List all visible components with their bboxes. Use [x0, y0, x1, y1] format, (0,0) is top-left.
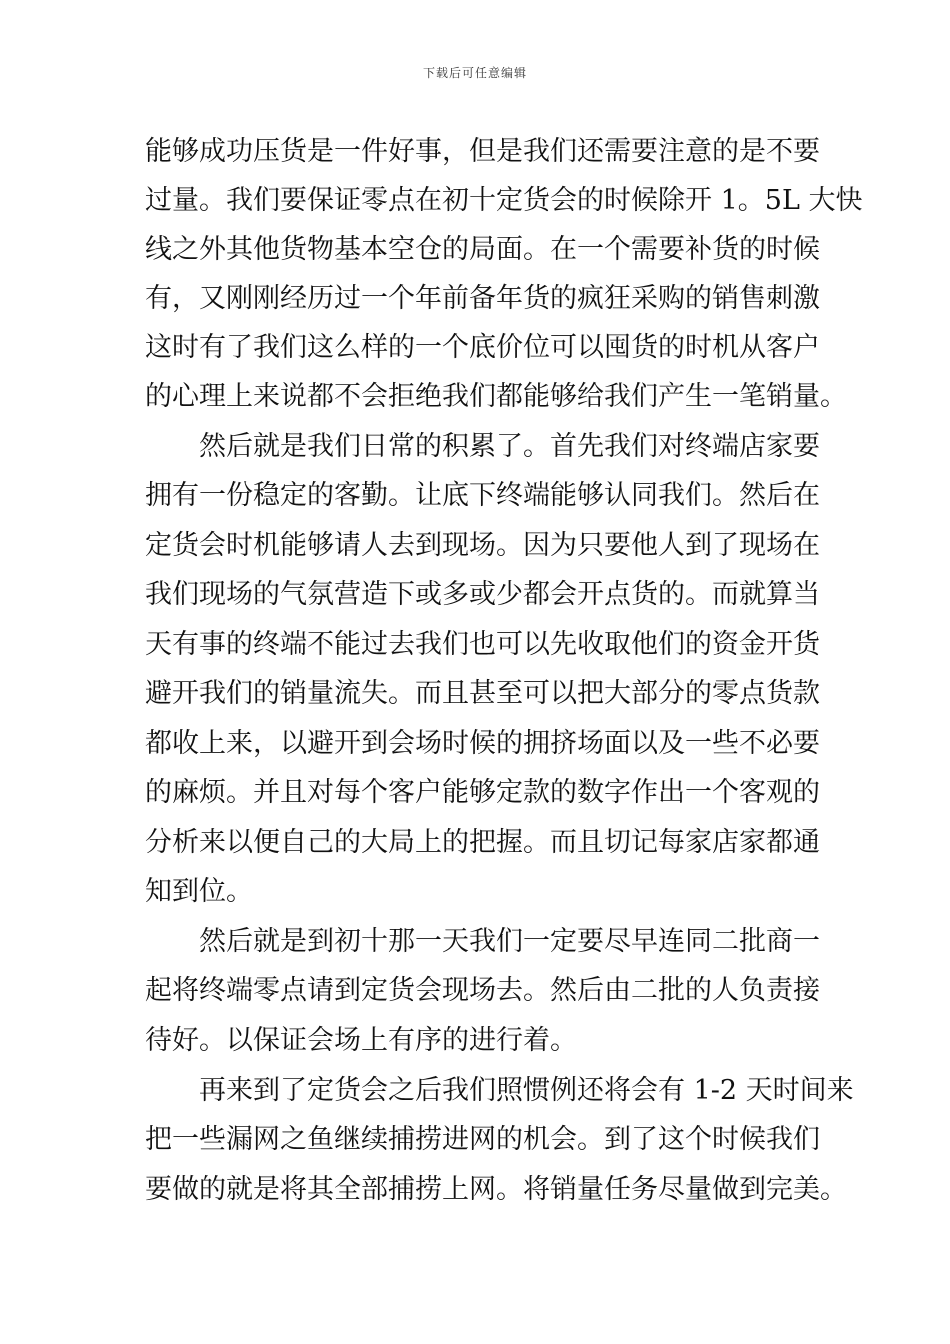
paragraph-2-line-2: 拥有一份稳定的客勤。让底下终端能够认同我们。然后在 — [145, 480, 820, 511]
paragraph-2-line-1: 然后就是我们日常的积累了。首先我们对终端店家要 — [199, 431, 820, 462]
paragraph-3-line-1: 然后就是到初十那一天我们一定要尽早连同二批商一 — [199, 926, 820, 957]
paragraph-1-line-4: 有，又刚刚经历过一个年前备年货的疯狂采购的销售刺激 — [145, 283, 820, 314]
paragraph-4-line-2: 把一些漏网之鱼继续捕捞进网的机会。到了这个时候我们 — [145, 1124, 820, 1155]
paragraph-2-line-3: 定货会时机能够请人去到现场。因为只要他人到了现场在 — [145, 530, 820, 561]
paragraph-2-line-10: 知到位。 — [145, 876, 253, 907]
paragraph-1-line-6: 的心理上来说都不会拒绝我们都能够给我们产生一笔销量。 — [145, 381, 847, 412]
paragraph-4-line-3: 要做的就是将其全部捕捞上网。将销量任务尽量做到完美。 — [145, 1174, 847, 1205]
paragraph-3-line-2: 起将终端零点请到定货会现场去。然后由二批的人负责接 — [145, 975, 820, 1006]
paragraph-2-line-7: 都收上来，以避开到会场时候的拥挤场面以及一些不必要 — [145, 728, 820, 759]
paragraph-2-line-5: 天有事的终端不能过去我们也可以先收取他们的资金开货 — [145, 629, 820, 660]
paragraph-1-line-3: 线之外其他货物基本空仓的局面。在一个需要补货的时候 — [145, 234, 820, 265]
paragraph-2-line-6: 避开我们的销量流失。而且甚至可以把大部分的零点货款 — [145, 678, 820, 709]
paragraph-3-line-3: 待好。以保证会场上有序的进行着。 — [145, 1025, 577, 1056]
paragraph-1-line-2: 过量。我们要保证零点在初十定货会的时候除开 1。5L 大快 — [145, 185, 863, 216]
paragraph-1-line-5: 这时有了我们这么样的一个底价位可以囤货的时机从客户 — [145, 332, 820, 363]
paragraph-4-line-1: 再来到了定货会之后我们照惯例还将会有 1-2 天时间来 — [199, 1075, 854, 1106]
page-header: 下载后可任意编辑 — [422, 66, 527, 80]
paragraph-1-line-1: 能够成功压货是一件好事，但是我们还需要注意的是不要 — [145, 136, 820, 167]
paragraph-2-line-9: 分析来以便自己的大局上的把握。而且切记每家店家都通 — [145, 827, 820, 858]
paragraph-2-line-4: 我们现场的气氛营造下或多或少都会开点货的。而就算当 — [145, 579, 820, 610]
paragraph-2-line-8: 的麻烦。并且对每个客户能够定款的数字作出一个客观的 — [145, 777, 820, 808]
